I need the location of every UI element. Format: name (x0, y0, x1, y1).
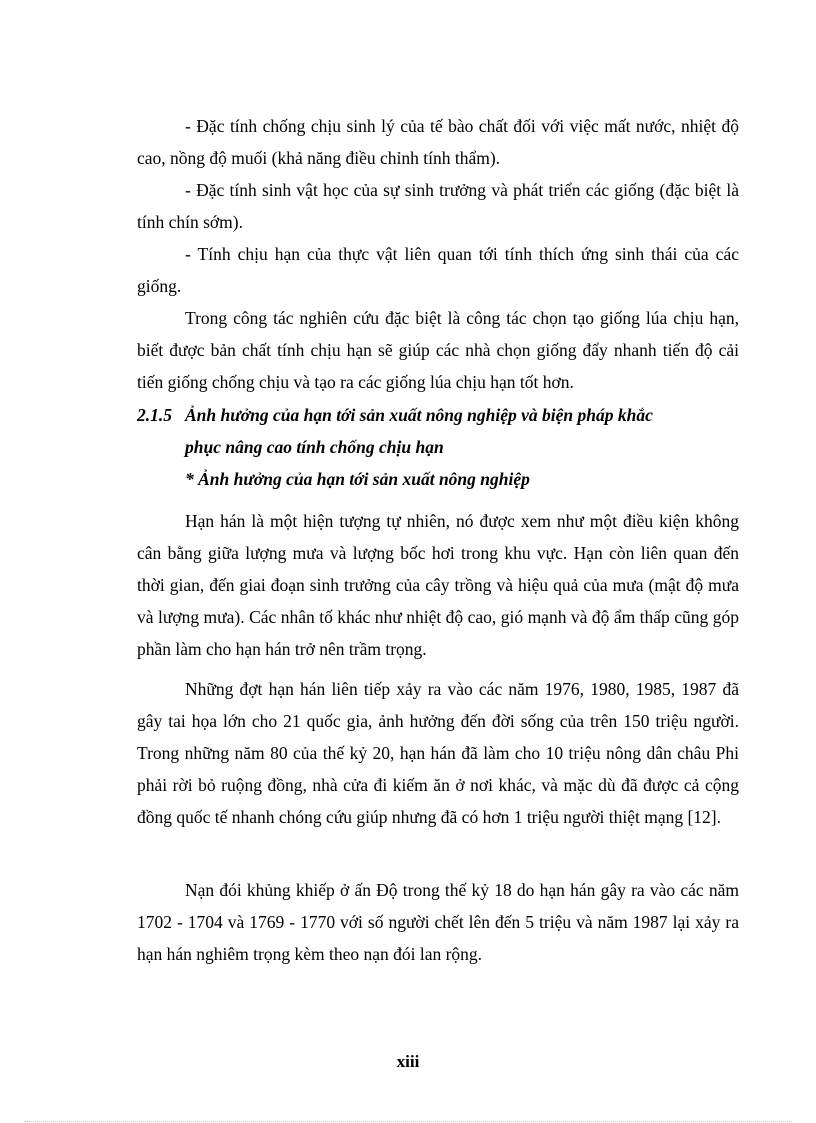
section-title-line2: phục nâng cao tính chống chịu hạn (185, 437, 444, 457)
paragraph-india-famine: Nạn đói khủng khiếp ở ấn Độ trong thế kỷ 18 do hạn hán gây ra vào các năm 1702 - 1704 và 1769 - 1770 với số người chết lên đến 5 triệu và năm 1987 lại xảy ra hạn hán nghiêm trọng kèm theo nạn đói lan rộng. (137, 880, 739, 964)
paragraph-biological-traits: - Đặc tính sinh vật học của sự sinh trưởng và phát triển các giống (đặc biệt là tính chín sớm). (137, 180, 739, 232)
section-number: 2.1.5 (137, 405, 172, 425)
paragraph-cell-tolerance: - Đặc tính chống chịu sinh lý của tế bào chất đối với việc mất nước, nhiệt độ cao, nồng độ muối (khả năng điều chỉnh tính thẩm). (137, 116, 739, 168)
paragraph-breeding-research: Trong công tác nghiên cứu đặc biệt là công tác chọn tạo giống lúa chịu hạn, biết được bản chất tính chịu hạn sẽ giúp các nhà chọn giống đẩy nhanh tiến độ cải tiến giống chống chịu và tạo ra các giống lúa chịu hạn tốt hơn. (137, 308, 739, 392)
subsection-heading: * Ảnh hưởng của hạn tới sản xuất nông nghiệp (185, 469, 530, 489)
paragraph-drought-history: Những đợt hạn hán liên tiếp xảy ra vào các năm 1976, 1980, 1985, 1987 đã gây tai họa lớn cho 21 quốc gia, ảnh hưởng đến đời sống của trên 150 triệu người. Trong những năm 80 của thế kỷ 20, hạn hán đã làm cho 10 triệu nông dân châu Phi phải rời bỏ ruộng đồng, nhà cửa đi kiếm ăn ở nơi khác, và mặc dù đã được cả cộng đồng quốc tế nhanh chóng cứu giúp nhưng đã có hơn 1 triệu người thiệt mạng [12]. (137, 679, 739, 827)
section-title-line1: Ảnh hưởng của hạn tới sản xuất nông nghiệp và biện pháp khắc (185, 405, 653, 425)
page-bottom-divider (24, 1121, 792, 1122)
section-heading (137, 399, 739, 463)
paragraph-drought-definition: Hạn hán là một hiện tượng tự nhiên, nó được xem như một điều kiện không cân bằng giữa lượng mưa và lượng bốc hơi trong khu vực. Hạn còn liên quan đến thời gian, đến giai đoạn sinh trưởng của cây trồng và hiệu quả của mưa (mật độ mưa và lượng mưa). Các nhân tố khác như nhiệt độ cao, gió mạnh và độ ẩm thấp cũng góp phần làm cho hạn hán trở nên trầm trọng. (137, 511, 739, 659)
page-number: xiii (396, 1052, 420, 1071)
paragraph-ecological-adaptation: - Tính chịu hạn của thực vật liên quan tới tính thích ứng sinh thái của các giống. (137, 244, 739, 296)
